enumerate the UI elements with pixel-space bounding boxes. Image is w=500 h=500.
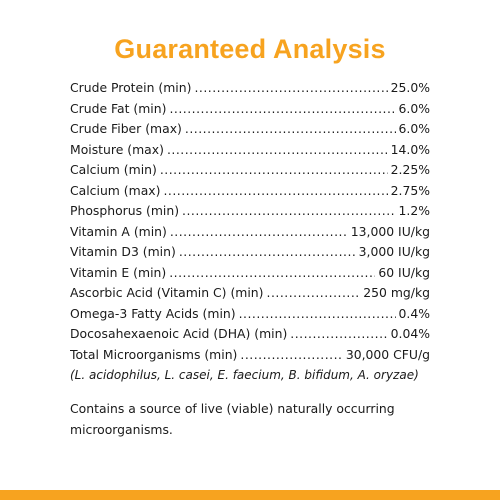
row-value: 14.0% [390,141,430,157]
analysis-row [70,326,430,347]
row-value: 250 mg/kg [363,285,430,300]
dot-leader [185,121,396,136]
row-label: Vitamin A (min) [70,223,167,239]
analysis-row [70,121,430,142]
row-value: 0.04% [390,326,430,341]
row-label: Calcium (min) [70,162,157,177]
dot-leader [182,203,395,218]
dot-leader [267,285,361,300]
analysis-table [70,80,430,382]
row-value: 2.75% [390,182,430,198]
row-label: Vitamin E (min) [70,264,167,280]
analysis-row [70,244,430,265]
dot-leader [170,224,348,239]
analysis-row [70,80,430,101]
live-microorganisms-statement: Contains a source of live (viable) naturally occurring microorganisms. [70,401,395,437]
analysis-row [70,306,430,327]
analysis-row [70,183,430,204]
analysis-row [70,142,430,163]
dot-leader [169,265,375,280]
row-value: 13,000 IU/kg [350,223,430,239]
row-label: Crude Fiber (max) [70,121,182,136]
row-label: Vitamin D3 (min) [70,244,176,259]
analysis-row [70,101,430,122]
row-value: 60 IU/kg [378,264,430,280]
dot-leader [160,162,388,177]
dot-leader [163,183,387,198]
dot-leader [240,347,342,362]
analysis-row [70,285,430,306]
row-value: 1.2% [398,203,430,218]
dot-leader [239,306,396,321]
bottom-accent-bar [0,490,500,500]
dot-leader [179,244,356,259]
row-value: 3,000 IU/kg [358,244,430,259]
row-value: 2.25% [390,162,430,177]
analysis-row [70,265,430,286]
row-value: 6.0% [398,100,430,116]
row-label: Moisture (max) [70,141,164,157]
dot-leader [167,142,388,157]
row-label: Omega-3 Fatty Acids (min) [70,305,236,321]
dot-leader [169,101,395,116]
row-value: 30,000 CFU/g [345,346,430,362]
row-label: Total Microorganisms (min) [70,346,238,362]
organisms-note: (L. acidophilus, L. casei, E. faecium, B. bifidum, A. oryzae) [70,368,419,382]
analysis-row [70,347,430,368]
analysis-row [70,203,430,224]
row-value: 0.4% [398,305,430,321]
row-label: Ascorbic Acid (Vitamin C) (min) [70,285,264,300]
dot-leader [194,80,387,95]
dot-leader [290,326,387,341]
row-label: Crude Fat (min) [70,100,167,116]
row-value: 25.0% [390,80,430,95]
page-title: Guaranteed Analysis [114,34,386,64]
row-value: 6.0% [398,121,430,136]
analysis-row [70,162,430,183]
row-label: Crude Protein (min) [70,80,192,95]
row-label: Docosahexaenoic Acid (DHA) (min) [70,326,288,341]
analysis-row [70,224,430,245]
row-label: Calcium (max) [70,182,161,198]
row-label: Phosphorus (min) [70,203,180,218]
